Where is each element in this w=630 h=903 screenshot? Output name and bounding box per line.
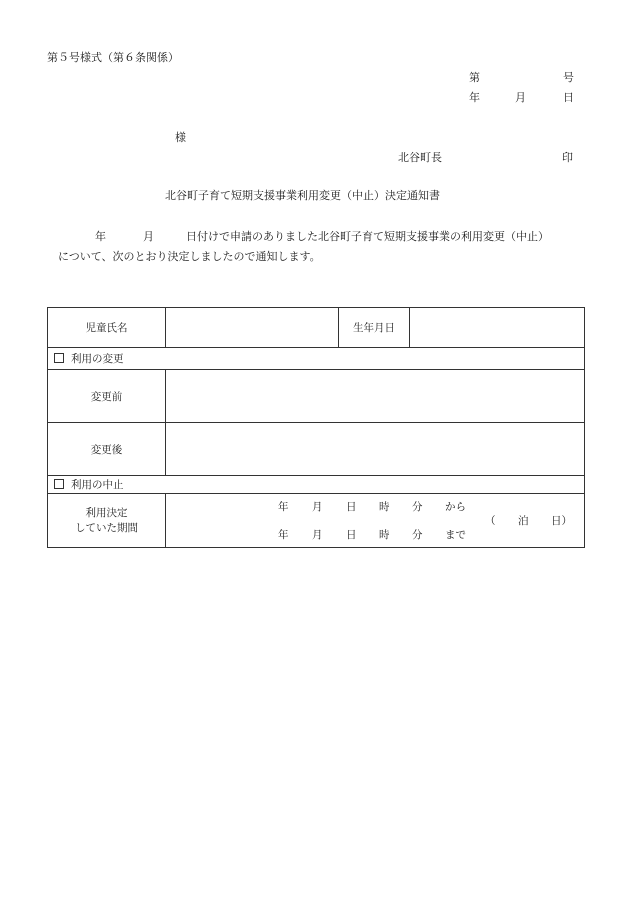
before-row	[48, 370, 585, 423]
form-code: 第５号様式（第６条関係）	[47, 51, 179, 64]
form-table	[47, 307, 585, 548]
nights-unit: 泊	[518, 515, 529, 527]
before-label: 変更前	[48, 370, 166, 423]
from-hour: 時	[379, 501, 390, 513]
from-day: 日	[346, 501, 357, 513]
cancel-section-label: 利用の中止	[71, 479, 124, 491]
seal-mark: 印	[562, 151, 573, 164]
from-suffix: から	[445, 501, 466, 513]
period-label-line1: 利用決定	[85, 506, 128, 519]
birthdate-label: 生年月日	[339, 308, 410, 348]
from-minute: 分	[412, 501, 423, 513]
after-row	[48, 423, 585, 476]
doc-number-prefix: 第	[469, 71, 480, 84]
child-name-field[interactable]	[166, 308, 339, 348]
date-year: 年	[469, 91, 480, 104]
to-minute: 分	[412, 529, 423, 541]
date-day: 日	[563, 91, 574, 104]
change-checkbox[interactable]	[54, 353, 64, 363]
body-line2: について、次のとおり決定しましたので通知します。	[58, 250, 321, 263]
change-section[interactable]	[48, 348, 585, 370]
birthdate-field[interactable]	[410, 308, 585, 348]
period-row	[48, 494, 585, 548]
child-row	[48, 308, 585, 348]
after-label: 変更後	[48, 423, 166, 476]
change-section-label: 利用の変更	[71, 353, 124, 365]
period-field[interactable]	[166, 494, 585, 548]
period-label-line2: していた期間	[75, 521, 138, 534]
nights-open: （	[485, 515, 496, 527]
from-year: 年	[278, 501, 289, 513]
to-day: 日	[346, 529, 357, 541]
change-section-row	[48, 348, 585, 370]
period-label	[48, 494, 166, 548]
after-field[interactable]	[166, 423, 585, 476]
child-name-label: 児童氏名	[48, 308, 166, 348]
cancel-checkbox[interactable]	[54, 479, 64, 489]
doc-number-suffix: 号	[563, 71, 574, 84]
nights-day: 日）	[551, 515, 572, 527]
to-month: 月	[312, 529, 323, 541]
cancel-section[interactable]	[48, 476, 585, 494]
body-line1: 日付けで申請のありました北谷町子育て短期支援事業の利用変更（中止）	[186, 230, 549, 243]
document-title: 北谷町子育て短期支援事業利用変更（中止）決定通知書	[165, 189, 440, 202]
to-hour: 時	[379, 529, 390, 541]
body-year: 年	[95, 230, 106, 243]
body-month: 月	[143, 230, 154, 243]
cancel-section-row	[48, 476, 585, 494]
to-suffix: まで	[445, 529, 466, 541]
date-month: 月	[515, 91, 526, 104]
before-field[interactable]	[166, 370, 585, 423]
issuer-name: 北谷町長	[398, 151, 442, 164]
from-month: 月	[312, 501, 323, 513]
addressee-suffix: 様	[175, 131, 186, 144]
to-year: 年	[278, 529, 289, 541]
